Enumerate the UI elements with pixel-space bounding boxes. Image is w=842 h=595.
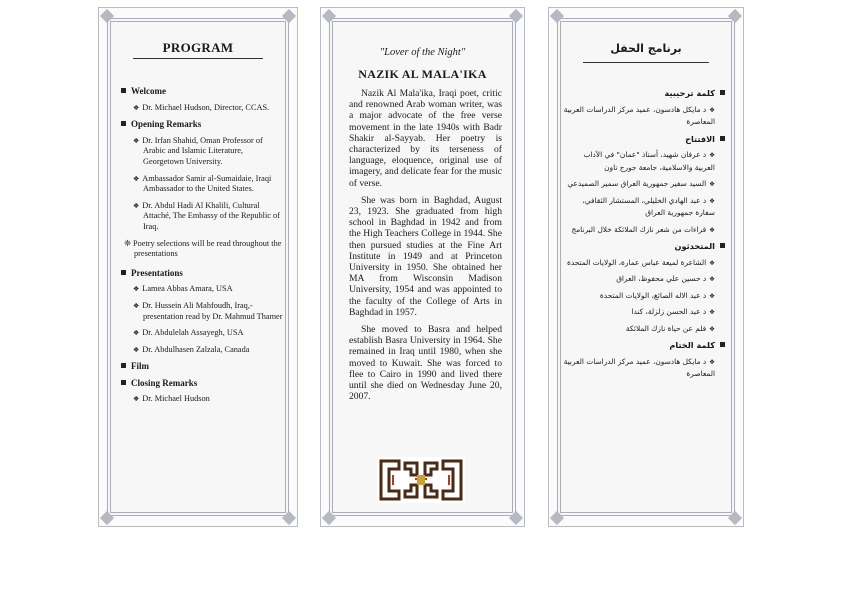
arabic-item-text: السيد سفير جمهورية العراق سمير الصميدعي	[567, 179, 707, 188]
section-heading-text: Presentations	[131, 267, 183, 278]
arabic-section-heading	[563, 240, 725, 253]
program-item	[133, 201, 283, 233]
diamond-bullet-icon: ❖	[709, 308, 715, 316]
arabic-item-text: د عرفان شهيد، أستاذ "عمان" في الآداب العربية والاسلامية، جامعة جورج تاون	[583, 150, 715, 172]
arabic-program-item	[563, 306, 715, 319]
arabic-item-text: د مايكل هادسون، عميد مركز الدراسات العربية المعاصرة	[563, 104, 715, 126]
section-heading-text: Closing Remarks	[131, 377, 198, 388]
program-item	[133, 103, 283, 114]
program-item	[133, 284, 283, 295]
arabic-item-text: قراءات من شعر نازك الملائكة خلال البرنامج	[571, 224, 707, 234]
arabic-item-text: د مايكل هادسون، عميد مركز الدراسات العربية المعاصرة	[563, 356, 715, 378]
program-note-text: Poetry selections will be read throughout the presentations	[133, 238, 282, 259]
program-title: PROGRAM	[162, 40, 234, 55]
program-item-text: Dr. Abdulelah Assayegh, USA	[142, 328, 244, 338]
diamond-bullet-icon: ❖	[133, 285, 140, 294]
arabic-section-heading	[563, 339, 725, 352]
arabic-item-text: د عبد الاله الصائغ، الولايات المتحدة	[599, 290, 707, 300]
section-heading-text: Film	[131, 361, 149, 372]
program-item-text: Dr. Irfan Shahid, Oman Professor of Arabic and Islamic Literature, Georgetown University.	[142, 135, 263, 166]
diamond-bullet-icon: ❖	[133, 329, 140, 338]
diamond-bullet-icon: ❖	[133, 103, 140, 112]
diamond-bullet-icon: ❖	[133, 174, 140, 183]
diamond-bullet-icon: ❖	[709, 196, 715, 205]
arabic-item-text: الشاعرة لميعة عباس عمارة، الولايات المتحدة	[567, 257, 707, 267]
program-item	[133, 174, 283, 195]
diamond-bullet-icon: ❖	[133, 136, 140, 145]
bio-paragraph: She moved to Basra and helped establish Basra University in 1964. She remained in Iraq until 1980, when she moved to Kuwait. She was forced to flee to Cairo in 1990 and lived there until she died on Wednesday June 20, 2007.	[349, 324, 502, 403]
program-item	[133, 301, 283, 322]
arabic-heading-text: المتحدثون	[674, 241, 715, 251]
bio-paragraph: Nazik Al Mala'ika, Iraqi poet, critic and renowned Arab woman writer, was a major advocate of the free verse movement in the late 1940s with Badr Shakir al-Sayyab. Her poetry is characterized by its terseness of language, eloquence, original use of imagery, and delicate fear for the music of verse.	[349, 88, 502, 189]
diamond-bullet-icon: ❖	[709, 105, 715, 114]
diamond-bullet-icon: ❖	[133, 201, 140, 210]
biography-text	[349, 88, 502, 408]
program-section-heading	[121, 119, 283, 130]
square-bullet-icon	[720, 243, 725, 248]
arabic-section-heading	[563, 133, 725, 146]
diamond-bullet-icon: ❖	[709, 258, 715, 267]
diamond-bullet-icon: ❖	[133, 301, 140, 310]
arabic-heading-text: الافتتاح	[685, 133, 715, 144]
program-item	[133, 328, 283, 339]
square-bullet-icon	[121, 88, 126, 93]
diamond-bullet-icon: ❖	[709, 275, 715, 283]
program-section-heading	[121, 361, 283, 372]
program-list	[121, 86, 283, 411]
arabic-item-text: د حسين علي محفوظ، العراق	[616, 274, 707, 283]
program-item-text: Dr. Abdul Hadi Al Khalili, Cultural Attaché, The Embassy of the Republic of Iraq.	[142, 200, 280, 231]
arabic-program-item	[563, 290, 715, 303]
arabic-heading-text: كلمة ترحيبية	[664, 88, 715, 98]
poet-epithet: "Lover of the Night"	[379, 47, 466, 58]
decorative-motif-icon	[377, 457, 465, 503]
arabic-program-item	[563, 178, 715, 191]
program-item	[133, 394, 283, 405]
biography-panel	[320, 7, 525, 527]
program-item-text: Dr. Abdulhasen Zalzala, Canada	[142, 344, 250, 354]
arabic-program-item	[563, 273, 715, 286]
diamond-bullet-icon: ❖	[133, 345, 140, 354]
title-divider	[583, 62, 709, 63]
square-bullet-icon	[121, 380, 126, 385]
diamond-bullet-icon: ❖	[709, 151, 715, 159]
asterisk-bullet-icon: ❈	[124, 238, 134, 248]
program-note	[124, 239, 283, 260]
arabic-program-item	[563, 104, 715, 129]
arabic-heading-text: كلمة الختام	[669, 340, 715, 350]
arabic-program-panel	[548, 7, 744, 527]
square-bullet-icon	[121, 121, 126, 126]
program-item-text: Dr. Hussein Ali Mahfoudh, Iraq,-presentation read by Dr. Mahmud Thamer	[142, 300, 283, 321]
program-item-text: Ambassador Samir al-Sumaidaie, Iraqi Ambassador to the United States.	[142, 173, 272, 194]
diamond-bullet-icon: ❖	[709, 180, 715, 188]
program-section-heading	[121, 268, 283, 279]
arabic-program-item	[563, 149, 715, 174]
square-bullet-icon	[720, 90, 725, 95]
program-item	[133, 345, 283, 356]
program-item-text: Lamea Abbas Amara, USA	[142, 284, 233, 294]
poet-name: NAZIK AL MALA'IKA	[358, 67, 487, 81]
program-item-text: Dr. Michael Hudson	[142, 394, 210, 404]
arabic-item-text: د عبد الهادي الخليلي، المستشار الثقافي، سفارة جمهورية العراق	[582, 195, 715, 217]
arabic-program-item	[563, 257, 715, 270]
square-bullet-icon	[121, 270, 126, 275]
arabic-program-item	[563, 224, 715, 237]
square-bullet-icon	[720, 342, 725, 347]
diamond-bullet-icon: ❖	[709, 324, 715, 333]
diamond-bullet-icon: ❖	[709, 357, 715, 366]
arabic-item-text: فلم عن حياة نازك الملائكة	[625, 323, 707, 333]
arabic-item-text: د عبد الحسن زلزلة، كندا	[631, 307, 707, 316]
diamond-bullet-icon: ❖	[133, 395, 140, 404]
section-heading-text: Opening Remarks	[131, 119, 202, 130]
arabic-program-item	[563, 356, 715, 381]
program-item-text: Dr. Michael Hudson, Director, CCAS.	[142, 102, 270, 112]
program-section-heading	[121, 86, 283, 97]
program-item	[133, 136, 283, 168]
square-bullet-icon	[720, 136, 725, 141]
title-divider	[133, 58, 263, 59]
arabic-section-heading	[563, 87, 725, 100]
arabic-program-item	[563, 323, 715, 336]
arabic-program-item	[563, 195, 715, 220]
arabic-program-title: برنامج الحفل	[610, 42, 682, 55]
square-bullet-icon	[121, 363, 126, 368]
section-heading-text: Welcome	[131, 86, 166, 96]
program-section-heading	[121, 378, 283, 389]
diamond-bullet-icon: ❖	[709, 225, 715, 234]
program-panel	[98, 7, 298, 527]
diamond-bullet-icon: ❖	[709, 291, 715, 300]
arabic-program-list	[563, 87, 725, 385]
bio-paragraph: She was born in Baghdad, August 23, 1923. She graduated from high school in Baghdad in 1942 and from the High Teachers College in 1944. She then pursued studies at the Fine Art Institute in 1949 and at Princeton University in 1950. She obtained her MA from Wisconsin Madison University, 1954 and was appointed to the faculty of the College of Arts in Baghdad in 1957.	[349, 194, 502, 318]
